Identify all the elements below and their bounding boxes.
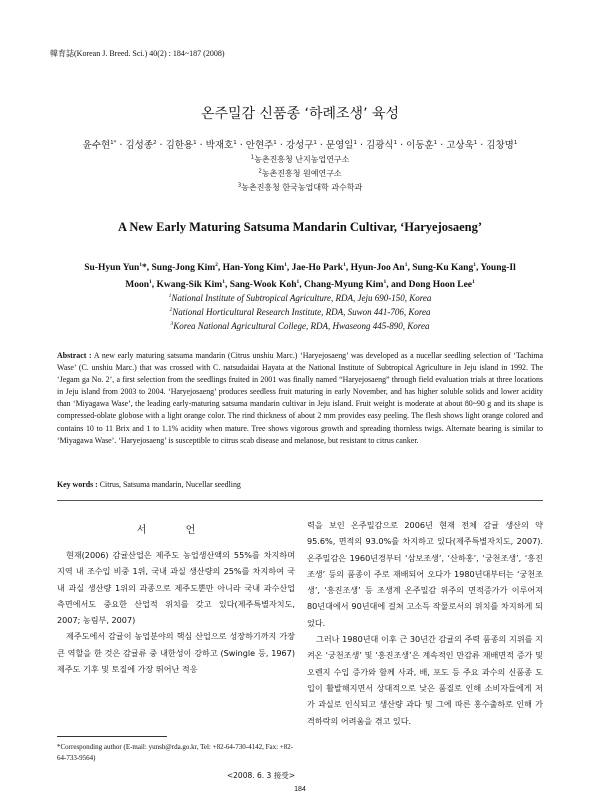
author-affiliation-mark: 2 (153, 139, 157, 146)
author-affiliation-mark: 1 (193, 139, 197, 146)
keywords-text: Citrus, Satsuma mandarin, Nucellar seedling (99, 480, 241, 489)
author-name: 김광식 (366, 140, 394, 151)
paragraph: 현재(2006) 감귤산업은 제주도 농업생산액의 55%를 차지하며 지역 내 조수입 비중 1위, 국내 과실 생산량의 25%를 차지하여 국내 과실 생산량 1위의 과종으로 제주도뿐만 아니라 국내 과수산업 측면에서도 중요한 산업적 위치를 갖고 있다(제주특별자치도, 2007; 농림부, 2007) (57, 550, 295, 626)
author-name: 김한용 (165, 140, 194, 151)
footnote-divider (57, 736, 167, 737)
abstract (57, 350, 543, 447)
body-left-column (57, 547, 295, 677)
korean-author (125, 140, 156, 151)
korean-affiliation-1: $^1$농촌진흥청 난지농업연구소 (250, 154, 350, 164)
korean-authors: 윤수현$^{1*}$ · 김성종$^2$ · 김한용$^1$ · 박재호$^1$ · 안현주$^1$ · 강성구$^1$ · 문영일$^1$ · 김광식$^1$ · 이동훈$^1$ · 고상욱$^1$ · 김창명$^1$ (82, 139, 518, 151)
author-name: 김성종 (125, 140, 154, 151)
english-authors-line-1: Su-Hyun Yun$^1$*, Sung-Jong Kim$^2$, Han-Yong Kim$^1$, Jae-Ho Park$^1$, Hyun-Joo An$^1$, Sung-Ku Kang$^1$, Young-Il (84, 261, 516, 273)
page-number: 184 (294, 786, 306, 793)
author-affiliation-mark: 2 (215, 261, 218, 268)
author-name: Han-Yong Kim (222, 263, 285, 273)
korean-affiliation-2: $^2$농촌진흥청 원예연구소 (258, 168, 342, 178)
korean-author (206, 140, 237, 151)
paragraph: 력을 보인 온주밀감으로 2006년 현재 전체 감귤 생산의 약 95.6%, 면적의 93.0%를 차지하고 있다(제주특별자치도, 2007). 온주밀감은 1960년경부터 ‘삼보조생’, ‘산하홍’, ‘궁천조생’, ‘흥진조생’ 등의 품종이 주로 재배되어 오다가 1980년대부터는 ‘궁천조생’, ‘흥진조생’ 등 조생계 온주밀감 위주의 면적증가가 이루어져 80년대에서 90년대에 걸쳐 고소득 작물로서의 위치를 차지하게 되었다. (307, 520, 543, 628)
author-affiliation-mark: 1 (273, 139, 277, 146)
author-affiliation-mark: 1 (472, 278, 475, 285)
english-title: A New Early Maturing Satsuma Mandarin Cultivar, ‘Haryejosaeng’ (117, 220, 483, 234)
korean-author (246, 140, 277, 151)
author-name: Sung-Ku Kang (412, 263, 474, 273)
author-affiliation-mark: 1 (313, 139, 317, 146)
author-name: Sang-Wook Koh (229, 280, 297, 290)
paragraph: 그러나 1980년대 이후 근 30년간 감귤의 주력 품종의 지위를 지켜온 ‘궁천조생’ 및 ‘흥진조생’은 계속적인 만감류 재배면적 증가 및 오렌지 수입 증가와 함께 사과, 배, 포도 등 주요 과수의 신품종 도입이 활발해지면서 상대적으로 낮은 품질로 인해 소비자들에게 저가 과실로 인식되고 생산량 과다 및 그에 따른 홍수출하로 인해 가격하락의 어려움을 겪고 있다. (307, 634, 543, 726)
author-affiliation-mark: 1 (473, 261, 476, 268)
korean-author (83, 140, 117, 151)
korean-author (406, 140, 437, 151)
korean-author (326, 140, 357, 151)
abstract-text: A new early maturing satsuma mandarin (Citrus unshiu Marc.) ‘Haryejosaeng’ was developed as a nucellar seedling selection of ‘Tachima Wase’ (C. unshiu Marc.) that was crossed with C. natsudaidai Hayata at the National Institute of Subtropical Agriculture in Jeju island in 1992. The ‘Jegam ga No. 2’, a first selection from the seedlings fruited in 2001 was finally named “Haryejosaeng” through field evaluation trials at three locations in Jeju island from 2003 to 2004. ‘Haryejosaeng’ produces seedless fruit maturing in early November, and has higher soluble solids and lower acidity than ‘Miyagawa Wase’, the leading early-maturing satsuma mandarin cultivar in Jeju island. Fruit weight is moderate at about 80~90 g and its shape is compressed-oblate globose with a light orange color. The rind thickness of about 2 mm provides easy peeling. The flesh shows light orange colored and contains 10 to 11 Brix and 1 to 1.1% acidity when mature. Tree shows vigorous growth and spreading thornless twigs. Alternate bearing is similar to ‘Miyagawa Wase’. ‘Haryejosaeng’ is susceptible to citrus scab disease and melanose, but resistant to citrus canker. (57, 351, 543, 445)
author-affiliation-mark: 1 (513, 139, 518, 146)
author-affiliation-mark: 1 (353, 139, 357, 146)
author-name: Dong Hoon Lee (408, 280, 473, 290)
korean-author (446, 140, 477, 151)
korean-author (366, 140, 397, 151)
author-affiliation-mark: 1 (296, 278, 300, 285)
author-affiliation-mark: 1 (383, 278, 387, 285)
author-affiliation-mark: 1* (110, 139, 117, 146)
corresponding-author-footnote: *Corresponding author (E-mail: yunsh@rda.go.kr, Tel: +82-64-730-4142, Fax: +82-64-733-9564) (57, 743, 294, 762)
author-affiliation-mark: 1 (139, 261, 143, 268)
korean-author (166, 140, 197, 151)
author-name: Hyun-Joo An (350, 263, 405, 273)
received-date: <2008. 6. 3 接受> (226, 771, 295, 780)
author-affiliation-mark: 1 (233, 139, 237, 146)
author-name: Young-Il (480, 263, 516, 273)
journal-citation: 韓育誌(Korean J. Breed. Sci.) 40(2) : 184~187 (2008) (50, 49, 225, 58)
body-right-column (307, 517, 543, 729)
author-name: 윤수현 (82, 140, 111, 151)
author-name: Chang-Myung Kim (304, 280, 384, 290)
author-affiliation-mark: 1 (473, 139, 478, 146)
author-affiliation-mark: 1 (148, 278, 152, 285)
section-heading-introduction: 서 언 (136, 525, 214, 536)
paragraph: 제주도에서 감귤이 농업분야의 핵심 산업으로 성장하기까지 가장 큰 역할을 한 것은 감귤류 중 내한성이 강하고 (Swingle 등, 1967) 제주도 기후 및 토질에 가장 뛰어난 적응 (57, 631, 295, 675)
author-name: 강성구 (285, 140, 314, 151)
english-authors (55, 260, 545, 294)
author-affiliation-mark: 1 (393, 139, 398, 146)
english-affiliation-3: $^3$Korea National Agricultural College, RDA, Hwaseong 445-890, Korea (170, 321, 430, 331)
english-authors-line-2: Moon$^1$, Kwang-Sik Kim$^1$, Sang-Wook Koh$^1$, Chang-Myung Kim$^1$, and Dong Hoon Lee$^1$ (125, 278, 475, 290)
author-affiliation-mark: 1 (433, 139, 438, 146)
author-affiliation-mark: 1 (343, 261, 346, 268)
english-affiliation-1: $^1$National Institute of Subtropical Agriculture, RDA, Jeju 690-150, Korea (168, 293, 432, 303)
author-name: Moon (125, 280, 149, 290)
author-name: 이동훈 (406, 140, 434, 151)
korean-author (486, 140, 517, 151)
section-divider (57, 500, 543, 501)
author-name: 안현주 (245, 140, 274, 151)
author-name: Sung-Jong Kim (151, 263, 216, 273)
author-name: Su-Hyun Yun (84, 263, 140, 273)
author-name: 박재호 (205, 140, 234, 151)
korean-affiliation-3: $^3$농촌진흥청 한국농업대학 과수학과 (237, 182, 363, 192)
keywords-label: Key words : (57, 480, 98, 489)
korean-title: 온주밀감 신품종 ‘하례조생’ 육성 (200, 106, 400, 122)
author-name: Jae-Ho Park (291, 263, 344, 273)
author-name: Kwang-Sik Kim (156, 280, 223, 290)
korean-author (286, 140, 317, 151)
author-affiliation-mark: 1 (404, 261, 408, 268)
author-name: 문영일 (325, 140, 354, 151)
author-name: 고상욱 (446, 140, 474, 151)
keywords (57, 480, 543, 489)
abstract-label: Abstract : (57, 351, 92, 360)
author-affiliation-mark: 1 (284, 261, 287, 268)
author-affiliation-mark: 1 (222, 278, 225, 285)
author-name: 김창명 (486, 140, 514, 151)
english-affiliation-2: $^2$National Horticultural Research Institute, RDA, Suwon 441-706, Korea (169, 307, 431, 317)
